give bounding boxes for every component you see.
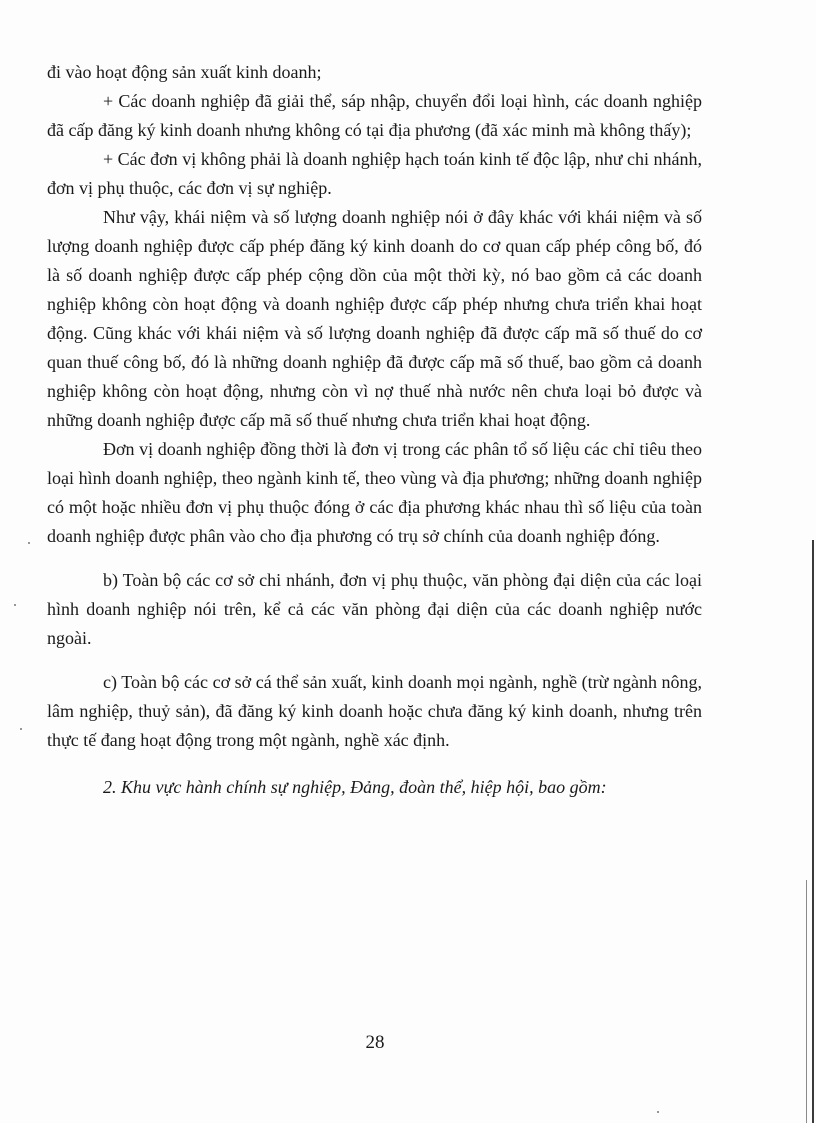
paragraph-item-b: b) Toàn bộ các cơ sở chi nhánh, đơn vị phụ thuộc, văn phòng đại diện của các loại hình doanh nghiệp nói trên, kể cả các văn phòng đại diện của các doanh nghiệp nước ngoài. — [47, 570, 702, 648]
paragraph-enterprise-unit: Đơn vị doanh nghiệp đồng thời là đơn vị trong các phân tổ số liệu các chỉ tiêu theo loại hình doanh nghiệp, theo ngành kinh tế, theo vùng và địa phương; những doanh nghiệp có một hoặc nhiều đơn vị phụ thuộc đóng ở các địa phương khác nhau thì số liệu của toàn doanh nghiệp được phân vào cho địa phương có trụ sở chính của doanh nghiệp đóng. — [47, 439, 702, 546]
section-heading-2: 2. Khu vực hành chính sự nghiệp, Đảng, đoàn thể, hiệp hội, bao gồm: — [103, 777, 607, 797]
paragraph-concept-comparison: Như vậy, khái niệm và số lượng doanh nghiệp nói ở đây khác với khái niệm và số lượng doanh nghiệp được cấp phép đăng ký kinh doanh do cơ quan cấp phép công bố, đó là số doanh nghiệp được cấp phép cộng dồn của một thời kỳ, nó bao gồm cả các doanh nghiệp không còn hoạt động và doanh nghiệp được cấp phép nhưng chưa triển khai hoạt động. Cũng khác với khái niệm và số lượng doanh nghiệp đã được cấp mã số thuế do cơ quan thuế công bố, đó là những doanh nghiệp đã được cấp mã số thuế, bao gồm cả doanh nghiệp không còn hoạt động, nhưng còn vì nợ thuế nhà nước nên chưa loại bỏ được và những doanh nghiệp được cấp mã số thuế nhưng chưa triển khai hoạt động. — [47, 207, 702, 430]
scan-speck — [14, 604, 16, 606]
scan-speck — [657, 1111, 659, 1113]
scan-speck — [28, 542, 30, 544]
body-text — [47, 58, 702, 802]
paragraph-dissolved-enterprises: + Các doanh nghiệp đã giải thể, sáp nhập, chuyển đổi loại hình, các doanh nghiệp đã cấp đăng ký kinh doanh nhưng không có tại địa phương (đã xác minh mà không thấy); — [47, 91, 702, 140]
paragraph-item-c: c) Toàn bộ các cơ sở cá thể sản xuất, kinh doanh mọi ngành, nghề (trừ ngành nông, lâm nghiệp, thuỷ sản), đã đăng ký kinh doanh hoặc chưa đăng ký kinh doanh, nhưng trên thực tế đang hoạt động trong một ngành, nghề xác định. — [47, 672, 702, 750]
paragraph-continuation: đi vào hoạt động sản xuất kinh doanh; — [47, 62, 322, 82]
paragraph-non-independent-units: + Các đơn vị không phải là doanh nghiệp hạch toán kinh tế độc lập, như chi nhánh, đơn vị phụ thuộc, các đơn vị sự nghiệp. — [47, 149, 702, 198]
scan-edge-line — [812, 540, 814, 1123]
scan-speck — [20, 728, 22, 730]
scan-edge-line-faint — [806, 880, 807, 1123]
page-number: 28 — [365, 1032, 385, 1053]
